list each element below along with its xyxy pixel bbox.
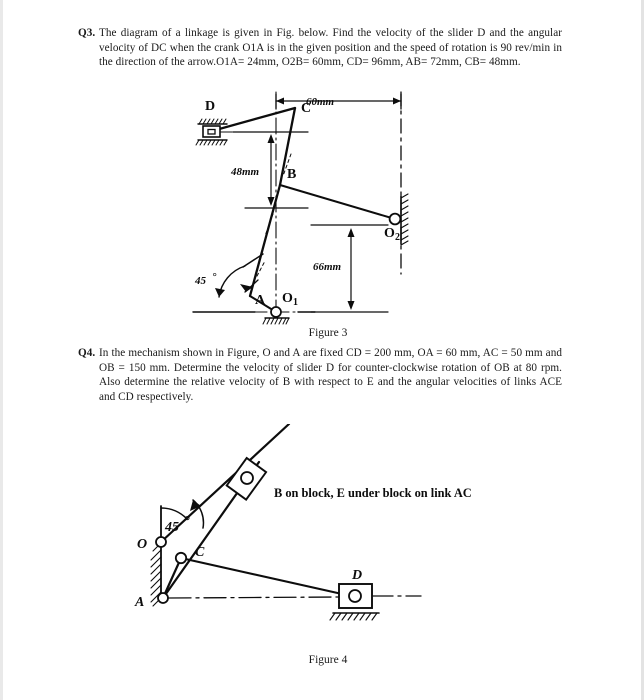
link-cd-fig4 <box>181 558 351 596</box>
question-3-number: Q3. <box>78 27 96 39</box>
label-o2-subscript: 2 <box>395 232 400 243</box>
hatching-o2 <box>401 194 408 245</box>
pivot-o2 <box>390 214 401 225</box>
centerline-horizontal-fig4 <box>169 597 339 598</box>
arrowhead-60-left <box>276 98 284 105</box>
question-4-number: Q4. <box>78 347 96 359</box>
arrowhead-66-up <box>348 228 355 237</box>
angle-label-45-fig3: 45 <box>195 275 206 287</box>
pivot-a-fig4 <box>158 593 168 603</box>
label-d: D <box>205 99 216 114</box>
figure-4-note: B on block, E under block on link AC <box>274 486 472 500</box>
dimension-label-66mm: 66mm <box>313 261 342 273</box>
link-cd <box>212 108 295 131</box>
question-4-block <box>78 346 562 404</box>
figure-3-caption: Figure 3 <box>308 327 348 339</box>
label-o-fig4: O <box>137 537 148 552</box>
hatching-d-lower <box>196 140 227 145</box>
degree-symbol-fig4: ° <box>184 514 190 529</box>
label-o1-subscript: 1 <box>293 297 298 308</box>
pin-b <box>241 472 253 484</box>
arrowhead-66-down <box>348 301 355 310</box>
arrowhead-48-down <box>268 197 275 206</box>
link-o2b <box>280 185 395 219</box>
pivot-c-fig4 <box>176 553 186 563</box>
dimension-label-48mm: 48mm <box>231 166 260 178</box>
label-c-fig4: C <box>195 545 205 560</box>
figure-4-caption: Figure 4 <box>308 654 348 666</box>
dimension-label-60mm: 60mm <box>306 96 335 108</box>
arrowhead-60-right <box>393 98 401 105</box>
link-ob <box>161 424 289 542</box>
hatching-d-fig4 <box>330 613 377 620</box>
question-3-block <box>78 26 562 70</box>
arrowhead-angle-45 <box>215 288 225 297</box>
label-b: B <box>287 167 297 182</box>
label-d-fig4: D <box>352 568 363 583</box>
label-c: C <box>301 101 312 116</box>
label-o2: O <box>384 226 395 241</box>
pivot-o1 <box>271 307 281 317</box>
arrowhead-48-up <box>268 134 275 143</box>
label-o1: O <box>282 291 293 306</box>
hatching-d-upper <box>199 119 226 124</box>
question-3-text: The diagram of a linkage is given in Fig. below. Find the velocity of the slider D and the angular velocity of DC when the crank O1A is in the given position and the speed of rotation is 90 rev/min in the direction of the arrow.O1A= 24mm, O2B= 60mm, CD= 96mm, AB= 72mm, CB= 48mm. <box>99 27 562 69</box>
degree-symbol-fig3: ° <box>212 271 217 283</box>
pin-d-fig4 <box>349 590 361 602</box>
pivot-o-fig4 <box>156 537 166 547</box>
hatching-o1 <box>263 318 289 324</box>
question-4-text: In the mechanism shown in Figure, O and A are fixed CD = 200 mm, OA = 60 mm, AC = 50 mm and OB = 150 mm. Determine the velocity of slider D for counter-clockwise rotation of OB at 80 rpm. Also determine the relative velocity of B with respect to E and the angular velocities of links ACE and CD respectively. <box>99 347 562 403</box>
slider-pin-d <box>208 130 215 135</box>
figure-3-diagram <box>183 84 483 329</box>
label-a-fig4: A <box>135 595 145 610</box>
label-a: A <box>255 293 266 308</box>
angle-label-45-fig4: 45 <box>165 520 179 535</box>
figure-4-diagram <box>111 424 471 649</box>
